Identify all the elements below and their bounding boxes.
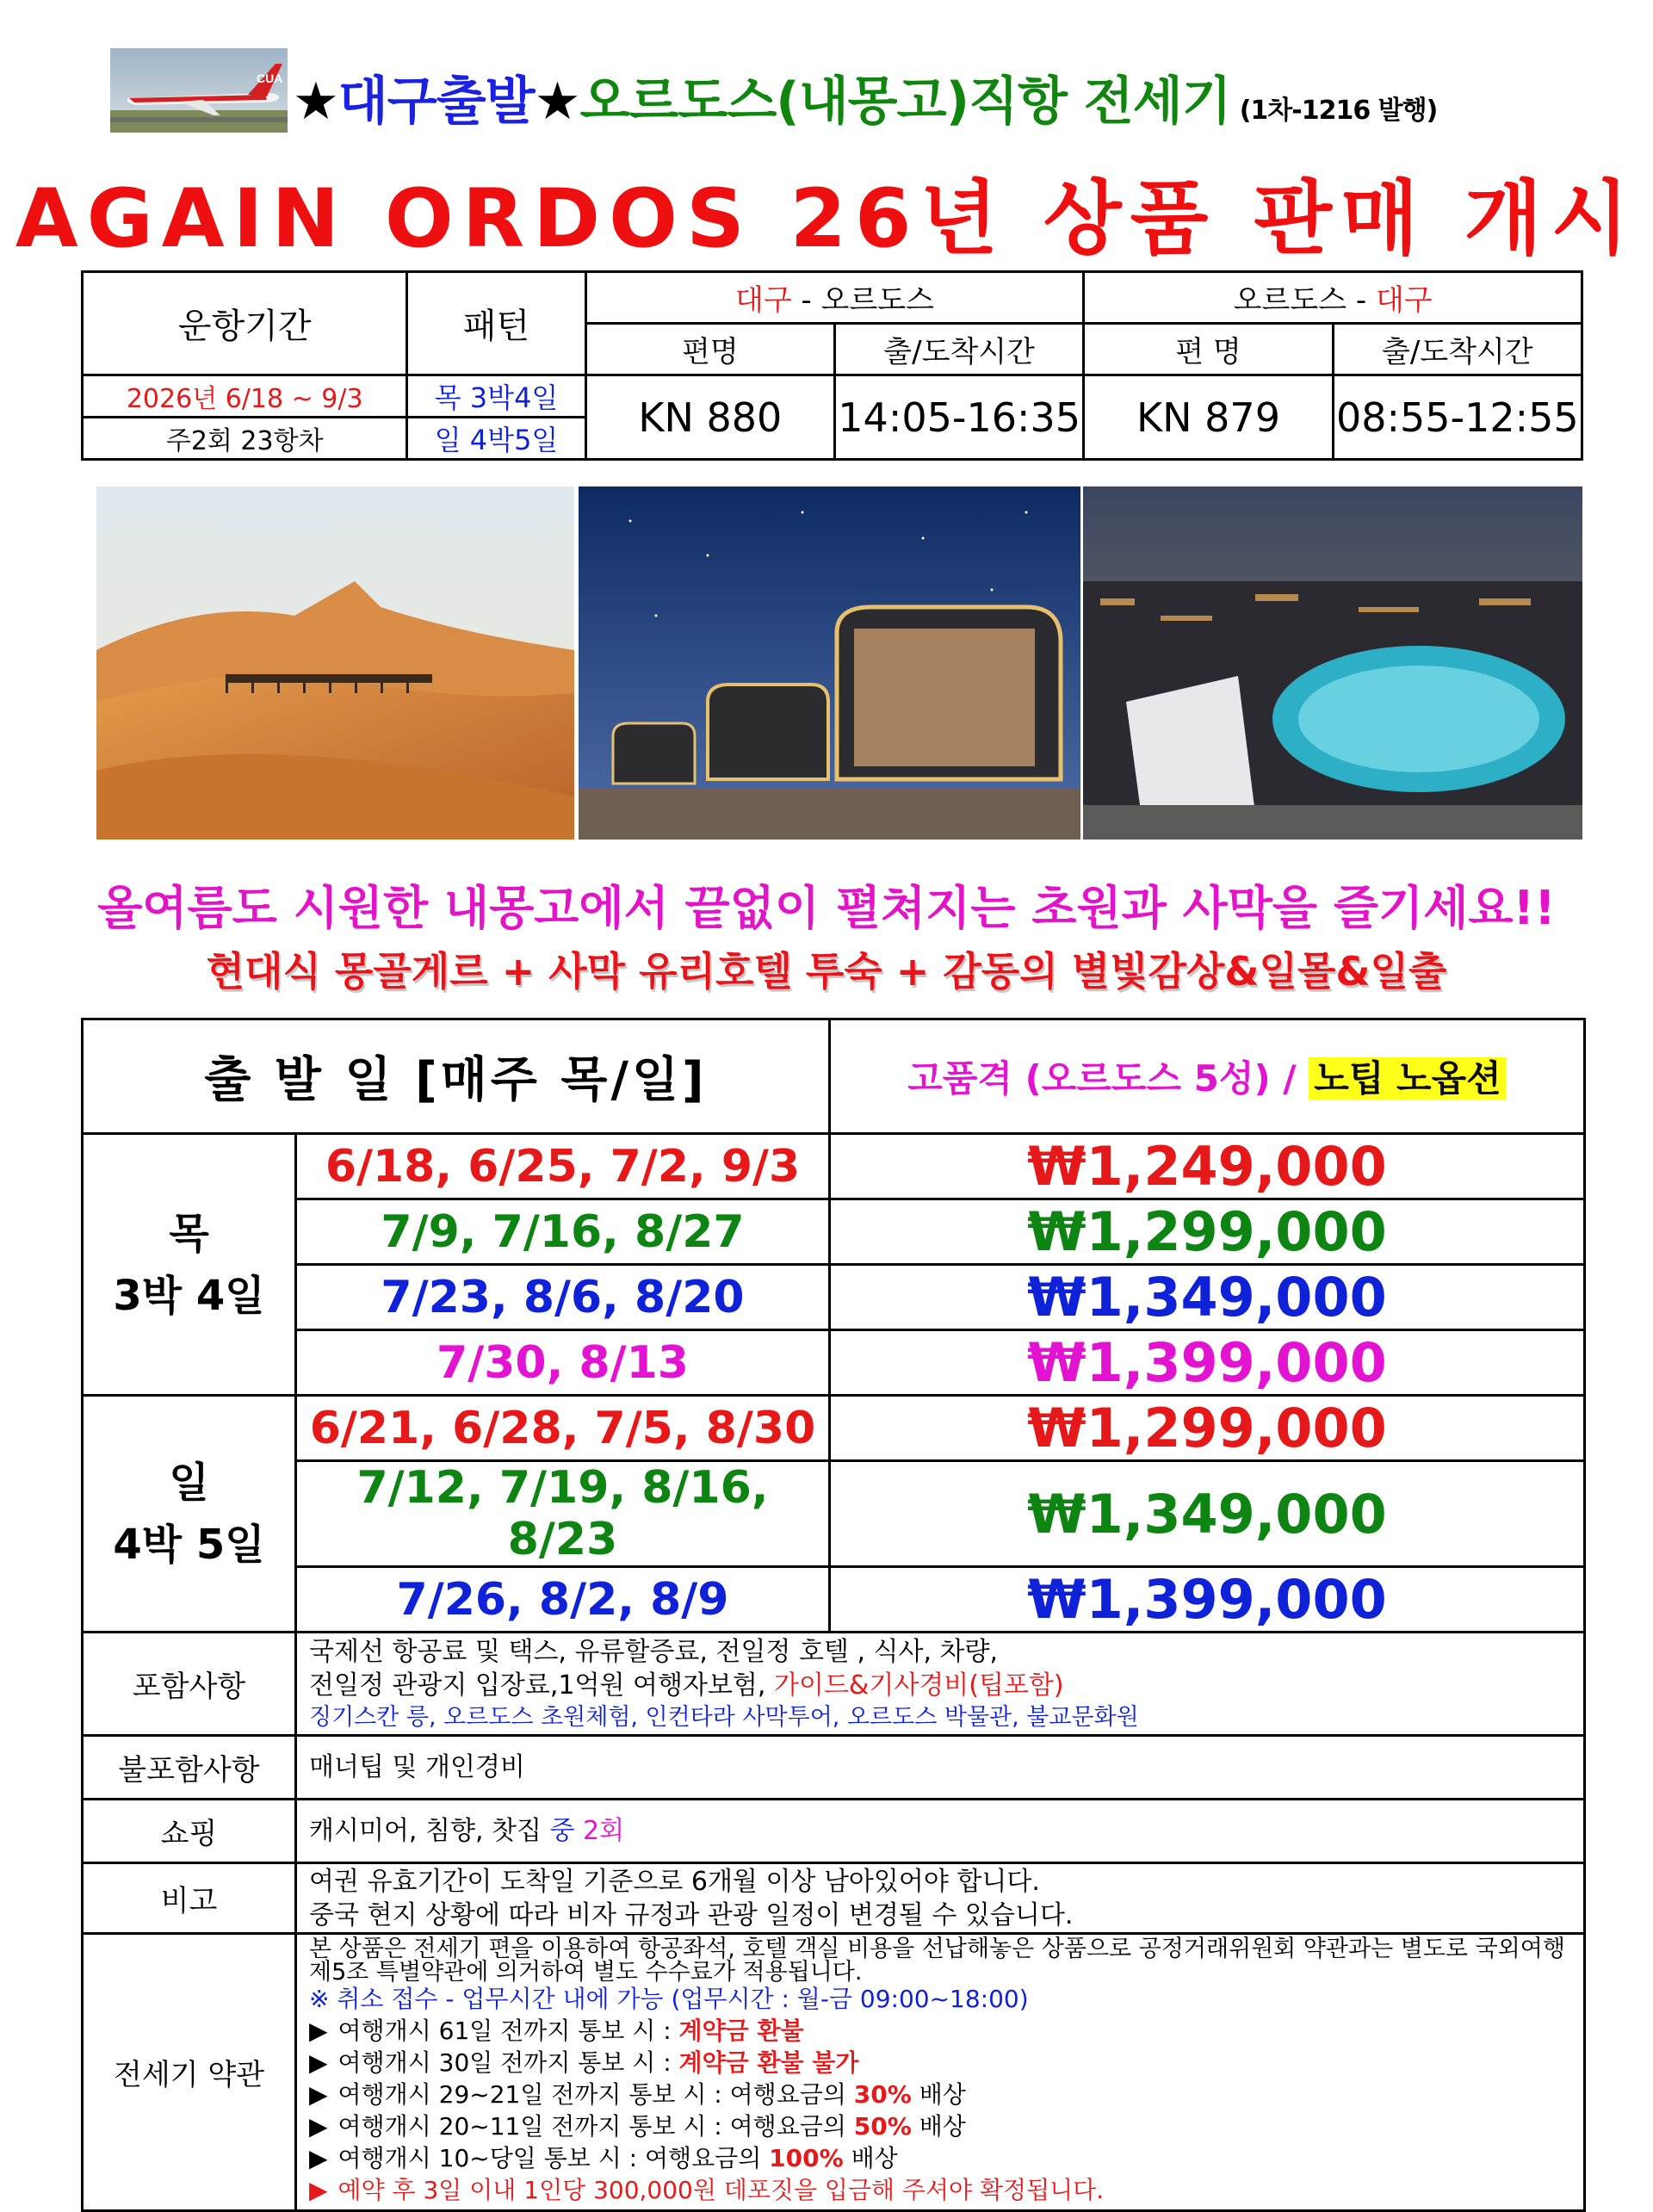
desert-camel-photo	[96, 486, 574, 840]
outbound-time: 14:05-16:35	[834, 375, 1083, 460]
table-row-dates: 7/30, 8/13	[296, 1330, 830, 1396]
option-header: 고품격 (오르도스 5성) / 노팁 노옵션	[830, 1019, 1585, 1134]
shopping-label: 쇼핑	[83, 1800, 296, 1863]
outbound-header: 대구 - 오르도스	[585, 272, 1084, 324]
departure-date-header: 출 발 일 [매주 목/일]	[83, 1019, 830, 1134]
pattern-sun: 일 4박5일	[407, 418, 585, 460]
city-night-photo	[1083, 486, 1582, 840]
terms-label: 전세기 약관	[83, 1934, 296, 2211]
flight-no-header: 편명	[585, 324, 834, 375]
table-row-dates: 7/9, 7/16, 8/27	[296, 1199, 830, 1265]
headline: AGAIN ORDOS 26년 상품 판매 개시	[15, 172, 1638, 266]
time-header: 출/도착시간	[834, 324, 1083, 375]
slogan-sub: 현대식 몽골게르 + 사막 유리호텔 투숙 + 감동의 별빛감상&일몰&일출	[206, 948, 1447, 994]
return-header: 오르도스 - 대구	[1084, 272, 1582, 324]
remarks-text: 여권 유효기간이 도착일 기준으로 6개월 이상 남아있어야 합니다. 중국 현지 상황에 따라 비자 규정과 관광 일정이 변경될 수 있습니다.	[296, 1863, 1585, 1934]
excluded-label: 불포함사항	[83, 1736, 296, 1800]
frequency: 주2회 23항차	[83, 418, 407, 460]
thursday-group: 목 3박 4일	[83, 1134, 296, 1396]
price-table	[81, 1018, 1586, 2212]
sunday-group: 일 4박 5일	[83, 1396, 296, 1633]
slogan-main: 올여름도 시원한 내몽고에서 끝없이 펼쳐지는 초원과 사막을 즐기세요!!	[97, 881, 1556, 935]
period-header: 운항기간	[83, 272, 407, 375]
table-row-dates: 6/21, 6/28, 7/5, 8/30	[296, 1396, 830, 1461]
issue-note: (1차-1216 발행)	[1239, 96, 1438, 126]
terms-item: ▶ 여행개시 30일 전까지 통보 시 : 계약금 환불 불가	[309, 2048, 859, 2078]
table-row-dates: 7/23, 8/6, 8/20	[296, 1265, 830, 1330]
star-left: ★	[293, 71, 338, 132]
table-row-price: ₩1,299,000	[830, 1199, 1585, 1265]
no-tip-highlight: 노팁 노옵션	[1309, 1057, 1506, 1100]
shopping-text: 캐시미어, 침향, 찻집 중 2회	[296, 1800, 1585, 1863]
time-header: 출/도착시간	[1333, 324, 1582, 375]
charter-terms: 본 상품은 전세기 편을 이용하여 항공좌석, 호텔 객실 비용을 선납해놓은 상품으로 공정거래위원회 약관과는 별도로 국외여행 제5조 특별약관에 의거하여 별도 수수료가 적용됩니다. ※ 취소 접수 - 업무시간 내에 가능 (업무시간 : 월-금 09:00~18:00) ▶ 여행개시 61일 전까지 통보 시 : 계약금 환불 ▶ 여행개시 30일 전까지 통보 시 : 계약금 환불 불가 ▶ 여행개시 29~21일 전까지 통보 시 : 여행요금의 30% 배상 ▶ 여행개시 20~11일 전까지 통보 시 : 여행요금의 50% 배상 ▶ 여행개시 10~당일 통보 시 : 여행요금의 100% 배상 ▶ 예약 후 3일 이내 1인당 300,000원 데포짓을 입금해 주셔야 확정됩니다.	[296, 1934, 1585, 2211]
table-row-price: ₩1,349,000	[830, 1461, 1585, 1567]
plane-logo: CUA	[257, 71, 283, 85]
pattern-header: 패턴	[407, 272, 585, 375]
terms-item: ▶ 여행개시 61일 전까지 통보 시 : 계약금 환불	[309, 2017, 804, 2046]
operating-period: 2026년 6/18 ~ 9/3	[83, 375, 407, 418]
table-row-dates: 7/12, 7/19, 8/16, 8/23	[296, 1461, 830, 1567]
table-row-dates: 6/18, 6/25, 7/2, 9/3	[296, 1134, 830, 1199]
return-time: 08:55-12:55	[1333, 375, 1582, 460]
return-flight-no: KN 879	[1084, 375, 1333, 460]
remarks-label: 비고	[83, 1863, 296, 1934]
route-title: 오르도스(내몽고)직항 전세기	[579, 71, 1231, 132]
table-row-price: ₩1,399,000	[830, 1330, 1585, 1396]
glass-hotel-photo	[579, 486, 1080, 840]
included-text: 국제선 항공료 및 택스, 유류할증료, 전일정 호텔 , 식사, 차량, 전일정 관광지 입장료,1억원 여행자보험, 가이드&기사경비(팁포함) 징기스칸 릉, 오르도스 초원체험, 인컨타라 사막투어, 오르도스 박물관, 불교문화원	[296, 1633, 1585, 1736]
flight-no-header: 편 명	[1084, 324, 1333, 375]
flight-schedule-table	[81, 270, 1583, 461]
star-right: ★	[534, 71, 580, 132]
table-row-price: ₩1,249,000	[830, 1134, 1585, 1199]
cancel-note: ※ 취소 접수 - 업무시간 내에 가능 (업무시간 : 월-금 09:00~18:00)	[309, 1985, 1029, 2014]
included-label: 포함사항	[83, 1633, 296, 1736]
page-title	[293, 60, 1437, 134]
pattern-thu: 목 3박4일	[407, 375, 585, 418]
table-row-price: ₩1,399,000	[830, 1567, 1585, 1633]
deposit-note: ▶ 예약 후 3일 이내 1인당 300,000원 데포짓을 입금해 주셔야 확정됩니다.	[309, 2175, 1105, 2204]
table-row-price: ₩1,299,000	[830, 1396, 1585, 1461]
terms-item: ▶ 여행개시 20~11일 전까지 통보 시 : 여행요금의 50% 배상	[309, 2111, 966, 2141]
excluded-text: 매너팁 및 개인경비	[296, 1736, 1585, 1800]
terms-item: ▶ 여행개시 10~당일 통보 시 : 여행요금의 100% 배상	[309, 2143, 898, 2172]
outbound-flight-no: KN 880	[585, 375, 834, 460]
table-row-dates: 7/26, 8/2, 8/9	[296, 1567, 830, 1633]
table-row-price: ₩1,349,000	[830, 1265, 1585, 1330]
airplane-photo	[110, 48, 288, 133]
terms-item: ▶ 여행개시 29~21일 전까지 통보 시 : 여행요금의 30% 배상	[309, 2080, 966, 2110]
departure-city: 대구출발	[337, 71, 535, 132]
